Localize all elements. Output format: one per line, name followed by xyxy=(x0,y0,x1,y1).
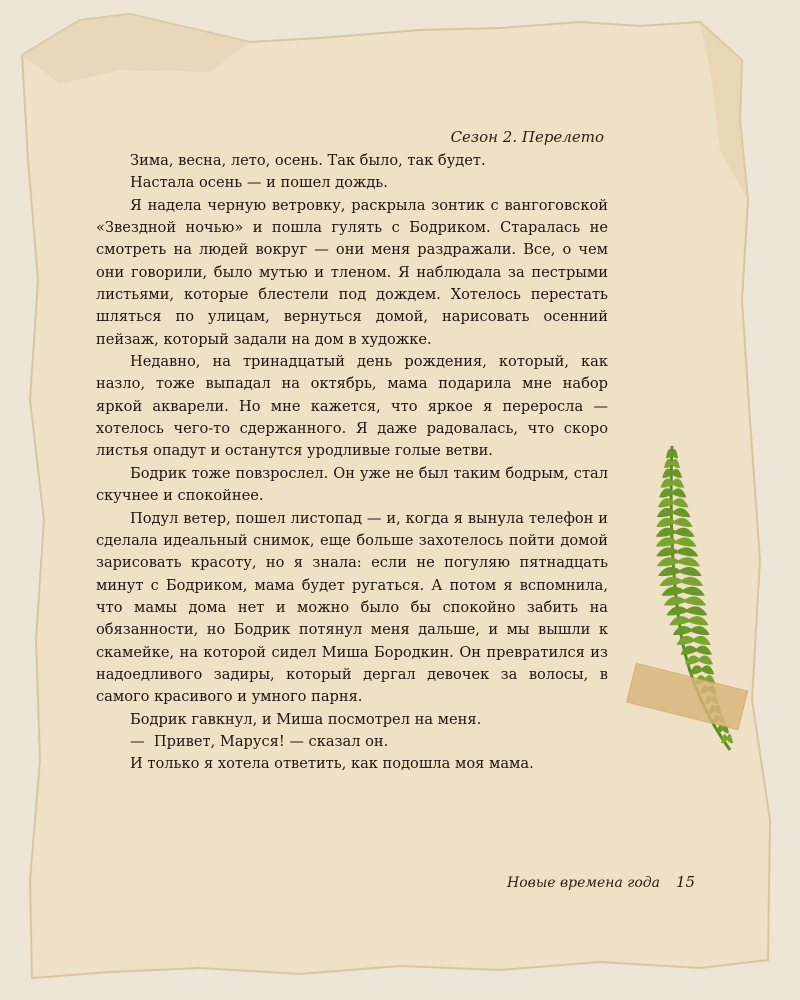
fern-leaflet xyxy=(702,665,714,674)
paragraph: Настала осень — и пошел дождь. xyxy=(130,174,388,192)
fern-leaflet xyxy=(679,557,701,566)
paragraph: Бодрик тоже повзрослел. Он уже не был таким бодрым, стал скучнее и спокойнее. xyxy=(96,464,608,505)
fern-leaflet xyxy=(681,577,703,586)
fern-leaflet xyxy=(657,557,679,566)
fern-leaflet xyxy=(674,518,692,527)
fern-leaflet xyxy=(659,577,681,586)
fern-leaflet xyxy=(673,488,687,497)
fern-leaflet xyxy=(666,606,687,615)
fern-leaflet xyxy=(683,587,705,596)
fern-leaflet xyxy=(673,626,692,635)
fern-leaflet xyxy=(676,538,696,547)
fern-illustration xyxy=(610,440,760,770)
fern-leaflet xyxy=(672,479,684,488)
fern-leaflet xyxy=(689,616,709,625)
fern-leaflet xyxy=(669,616,689,625)
paragraph: И только я хотела ответить, как подошла моя мама. xyxy=(130,755,534,773)
fern-leaflet xyxy=(675,528,694,537)
masking-tape-icon xyxy=(627,663,748,730)
fern-leaflet xyxy=(690,665,702,674)
fern-leaflet xyxy=(699,655,713,664)
fern-leaflet xyxy=(694,636,711,645)
paragraph: — Привет, Маруся! — сказал он. xyxy=(130,732,389,750)
running-head: Сезон 2. Перелето xyxy=(450,128,604,146)
fern-leaflet xyxy=(673,498,688,507)
paragraph: Я надела черную ветровку, раскрыла зонтик с вангоговской «Звездной ночью» и пошла гулять с Бодриком. Старалась не смотреть на людей вокруг — они меня раздражали. Все, о чем они говорили, было мутью и тленом. Я наблюдала за пестрыми листьями, которые блестели под дождем. Хотелось перестать шляться по улицам, вернуться домой, нарисовать осенний пейзаж, который задали на дом в художке. xyxy=(96,196,608,348)
paragraph: Недавно, на тринадцатый день рождения, который, как назло, тоже выпадал на октябрь, мама подарила мне набор яркой акварели. Но мне кажется, что яркое я переросла — хотелось чего-то сдержанного. Я даже радовалась, что скоро листья опадут и останутся уродливые голые ветви. xyxy=(96,353,608,460)
page-number: 15 xyxy=(676,873,696,891)
fern-leaflet xyxy=(687,606,708,615)
fern-leaflet xyxy=(661,587,683,596)
fern-leaflet xyxy=(658,567,680,576)
fern-leaflet xyxy=(680,567,702,576)
fern-leaflet xyxy=(691,626,710,635)
fern-leaflet xyxy=(674,508,691,517)
fern-leaflet xyxy=(677,547,698,556)
fern-leaflet xyxy=(672,469,682,478)
paragraph: Бодрик гавкнул, и Миша посмотрел на меня. xyxy=(130,710,482,728)
body-text xyxy=(96,150,608,776)
footer-book-title: Новые времена года xyxy=(507,875,660,891)
fern-leaflet xyxy=(685,597,706,606)
paragraph: Подул ветер, пошел листопад — и, когда я вынула телефон и сделала идеальный снимок, еще больше захотелось пойти домой зарисовать красоту, но я знала: если не погуляю пятнадцать минут с Бодриком, мама будет ругаться. А потом я вспомнила, что мамы дома нет и можно было бы спокойно забить на обязанности, но Бодрик потянул меня дальше, и мы вышли к скамейке, на которой сидел Миша Бородкин. Он превратился из надоедливого задиры, который дергал девочек за волосы, в самого красивого и умного парня. xyxy=(96,509,608,706)
fern-leaflet xyxy=(696,646,712,655)
fern-leaflet xyxy=(727,734,733,743)
fern-leaflet xyxy=(664,597,685,606)
fern-leaflet xyxy=(677,636,694,645)
paragraph: Зима, весна, лето, осень. Так было, так будет. xyxy=(130,152,486,169)
fern-leaflet xyxy=(672,459,680,468)
